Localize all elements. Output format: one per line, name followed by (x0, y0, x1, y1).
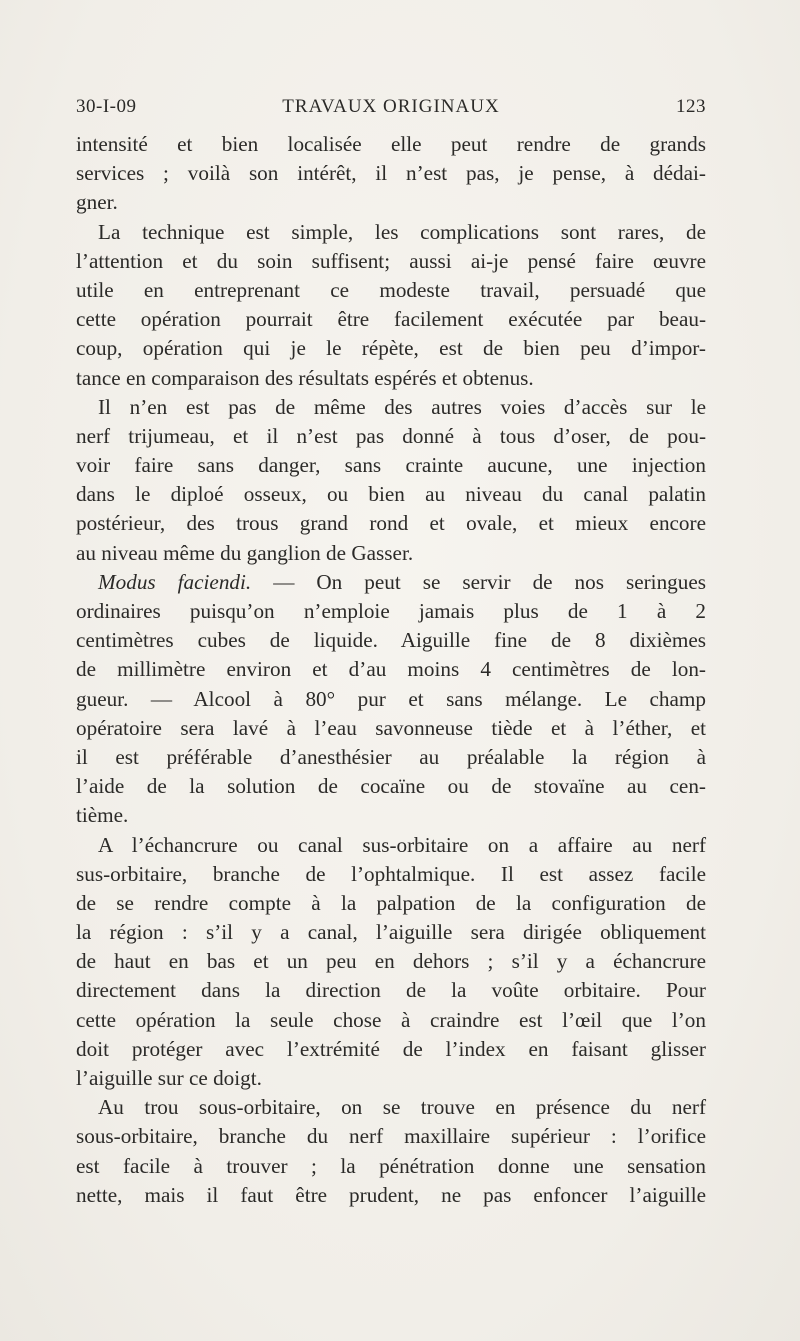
section-heading-italic: Modus faciendi. (98, 569, 252, 594)
text-line: l’aide de la solution de cocaïne ou de stovaïne au cen- (76, 774, 706, 799)
paragraph (76, 568, 706, 831)
page-number: 123 (676, 96, 706, 117)
text-line: sous-orbitaire, branche du nerf maxillaire supérieur : l’orifice (76, 1124, 706, 1149)
text-line: Il n’en est pas de même des autres voies d’accès sur le (98, 394, 706, 419)
text-line: de haut en bas et un peu en dehors ; s’il y a échancrure (76, 949, 706, 974)
text-line: doit protéger avec l’extrémité de l’index en faisant glisser (76, 1036, 706, 1061)
text-line: l’attention et du soin suffisent; aussi ai-je pensé faire œuvre (76, 248, 706, 273)
text-line: dans le diploé osseux, ou bien au niveau du canal palatin (76, 482, 706, 507)
text-line: de se rendre compte à la palpation de la configuration de (76, 890, 706, 915)
text-line: est facile à trouver ; la pénétration donne une sensation (76, 1153, 706, 1178)
text-line: coup, opération qui je le répète, est de bien peu d’impor- (76, 336, 706, 361)
text-run: — On peut se servir de nos seringues (251, 569, 706, 594)
text-line: tième. (76, 803, 129, 828)
text-line: de millimètre environ et d’au moins 4 centimètres de lon- (76, 657, 706, 682)
text-line: cette opération la seule chose à craindre est l’œil que l’on (76, 1007, 706, 1032)
text-line: centimètres cubes de liquide. Aiguille fine de 8 dixièmes (76, 628, 706, 653)
text-line: Au trou sous-orbitaire, on se trouve en présence du nerf (98, 1095, 706, 1120)
text-line: La technique est simple, les complications sont rares, de (98, 219, 706, 244)
text-line: directement dans la direction de la voûte orbitaire. Pour (76, 978, 706, 1003)
text-line: il est préférable d’anesthésier au préalable la région à (76, 744, 706, 769)
header-date: 30-I-09 (76, 96, 137, 117)
running-header (76, 96, 706, 122)
text-line: voir faire sans danger, sans crainte aucune, une injection (76, 453, 706, 478)
text-line: ordinaires puisqu’on n’emploie jamais plus de 1 à 2 (76, 599, 706, 623)
paragraph (76, 831, 706, 1094)
text-line: tance en comparaison des résultats espérés et obtenus. (76, 365, 534, 390)
text-line: nette, mais il faut être prudent, ne pas enfoncer l’aiguille (76, 1182, 706, 1207)
text-line: gueur. — Alcool à 80° pur et sans mélange. Le champ (76, 686, 706, 711)
text-line: intensité et bien localisée elle peut rendre de grands (76, 132, 706, 156)
text-line: la région : s’il y a canal, l’aiguille sera dirigée obliquement (76, 920, 706, 945)
text-line: utile en entreprenant ce modeste travail, persuadé que (76, 277, 706, 302)
text-line (76, 568, 706, 597)
text-line: opératoire sera lavé à l’eau savonneuse tiède et à l’éther, et (76, 715, 706, 740)
text-line: l’aiguille sur ce doigt. (76, 1066, 262, 1090)
header-title: TRAVAUX ORIGINAUX (282, 96, 500, 117)
text-line: nerf trijumeau, et il n’est pas donné à tous d’oser, de pou- (76, 423, 706, 448)
paragraph (76, 130, 706, 218)
paragraph (76, 1093, 706, 1210)
paragraph (76, 393, 706, 568)
paragraph (76, 218, 706, 393)
text-line: sus-orbitaire, branche de l’ophtalmique. Il est assez facile (76, 861, 706, 886)
text-line: cette opération pourrait être facilement exécutée par beau- (76, 307, 706, 332)
text-line: services ; voilà son intérêt, il n’est pas, je pense, à dédai- (76, 161, 706, 186)
text-line: au niveau même du ganglion de Gasser. (76, 540, 414, 565)
text-line: postérieur, des trous grand rond et ovale, et mieux encore (76, 511, 706, 536)
text-line: gner. (76, 190, 118, 215)
text-line: A l’échancrure ou canal sus-orbitaire on a affaire au nerf (98, 832, 706, 857)
body-text (76, 130, 706, 1210)
